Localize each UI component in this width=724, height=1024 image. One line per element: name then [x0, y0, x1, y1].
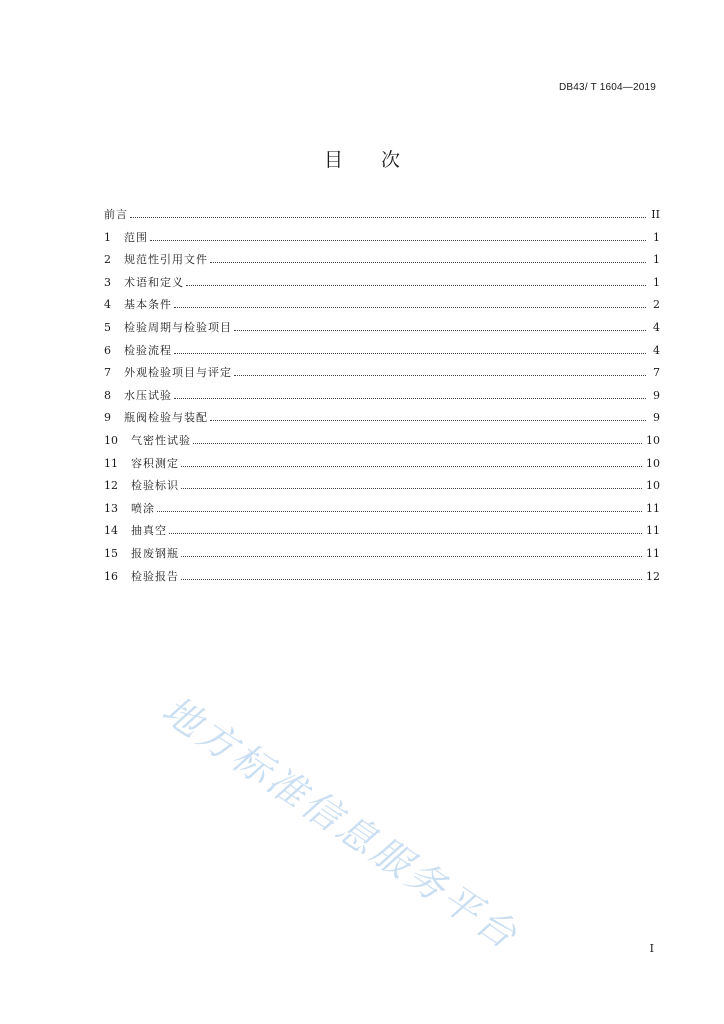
toc-entry[interactable] — [104, 251, 660, 274]
toc-entry-page: 11 — [646, 546, 660, 560]
toc-entry-number: 1 — [104, 230, 111, 244]
toc-entry-label: 抽真空 — [131, 524, 167, 538]
toc-entry[interactable] — [104, 387, 660, 410]
toc-entry-number: 8 — [104, 388, 111, 402]
toc-entry-number: 14 — [104, 524, 118, 538]
toc-entry-page: II — [651, 208, 660, 221]
toc-entry[interactable] — [104, 342, 660, 365]
toc-entry-page: 9 — [653, 388, 660, 402]
table-of-contents — [104, 206, 660, 590]
toc-entry-page: 11 — [646, 501, 660, 515]
toc-entry-number: 10 — [104, 433, 118, 447]
toc-entry-page: 12 — [646, 569, 660, 583]
toc-entry-page: 2 — [653, 298, 660, 312]
toc-entry-label: 瓶阀检验与装配 — [124, 411, 208, 425]
toc-leader-dots — [169, 533, 642, 534]
toc-entry-page: 1 — [653, 253, 660, 267]
toc-entry-label: 气密性试验 — [131, 433, 191, 447]
toc-entry-page: 11 — [646, 524, 660, 538]
toc-leader-dots — [234, 375, 646, 376]
toc-entry-label: 检验周期与检验项目 — [124, 320, 232, 334]
toc-entry-label: 基本条件 — [124, 298, 172, 312]
toc-leader-dots — [157, 511, 642, 512]
toc-entry-number: 4 — [104, 298, 111, 312]
toc-entry[interactable] — [104, 432, 660, 455]
toc-entry-number: 9 — [104, 411, 111, 425]
toc-leader-dots — [174, 353, 646, 354]
toc-entry[interactable] — [104, 500, 660, 523]
toc-entry-page: 10 — [646, 456, 660, 470]
toc-leader-dots — [174, 398, 646, 399]
toc-leader-dots — [150, 240, 646, 241]
toc-entry-label: 检验报告 — [131, 569, 179, 583]
toc-entry[interactable] — [104, 296, 660, 319]
toc-entry-page: 10 — [646, 479, 660, 493]
toc-leader-dots — [181, 556, 642, 557]
toc-leader-dots — [130, 217, 646, 218]
toc-entry-page: 4 — [653, 343, 660, 357]
toc-leader-dots — [174, 307, 646, 308]
toc-entry[interactable] — [104, 568, 660, 591]
toc-entry-label: 规范性引用文件 — [124, 253, 208, 267]
page-number: I — [649, 942, 654, 955]
toc-entry-label: 水压试验 — [124, 388, 172, 402]
toc-entry-label: 术语和定义 — [124, 275, 184, 289]
toc-entry-page: 7 — [653, 366, 660, 380]
toc-entry[interactable] — [104, 274, 660, 297]
toc-entry-label: 报废钢瓶 — [131, 546, 179, 560]
toc-entry[interactable] — [104, 545, 660, 568]
toc-entry-label: 喷涂 — [131, 501, 155, 515]
toc-entry-label: 检验流程 — [124, 343, 172, 357]
toc-leader-dots — [234, 330, 646, 331]
toc-entry-label: 前言 — [104, 208, 128, 221]
toc-leader-dots — [186, 285, 646, 286]
toc-entry-number: 3 — [104, 275, 111, 289]
toc-entry-number: 7 — [104, 366, 111, 380]
toc-entry-label: 外观检验项目与评定 — [124, 366, 232, 380]
toc-entry[interactable] — [104, 409, 660, 432]
toc-entry-page: 4 — [653, 320, 660, 334]
watermark-text: 地方标准信息服务平台 — [154, 687, 528, 959]
toc-entry-label: 检验标识 — [131, 479, 179, 493]
toc-entry[interactable] — [104, 364, 660, 387]
toc-entry[interactable] — [104, 455, 660, 478]
toc-entry-number: 12 — [104, 479, 118, 493]
toc-entry-label: 容积测定 — [131, 456, 179, 470]
toc-entry-page: 9 — [653, 411, 660, 425]
toc-leader-dots — [193, 443, 642, 444]
toc-leader-dots — [181, 488, 642, 489]
toc-entry-number: 6 — [104, 343, 111, 357]
toc-entry-page: 10 — [646, 433, 660, 447]
toc-leader-dots — [181, 579, 642, 580]
toc-entry-label: 范围 — [124, 230, 148, 244]
toc-entry[interactable] — [104, 477, 660, 500]
toc-entry-number: 15 — [104, 546, 118, 560]
toc-entry[interactable] — [104, 206, 660, 229]
toc-entry-number: 11 — [104, 456, 118, 470]
toc-entry[interactable] — [104, 319, 660, 342]
toc-leader-dots — [210, 262, 646, 263]
toc-leader-dots — [210, 420, 646, 421]
toc-entry[interactable] — [104, 522, 660, 545]
title-char-1: 目 — [323, 149, 343, 171]
toc-entry-number: 16 — [104, 569, 118, 583]
page-title — [0, 145, 724, 172]
toc-entry-page: 1 — [653, 275, 660, 289]
toc-entry[interactable] — [104, 229, 660, 252]
toc-leader-dots — [181, 466, 642, 467]
standard-code: DB43/ T 1604—2019 — [559, 82, 656, 93]
toc-entry-number: 13 — [104, 501, 118, 515]
toc-entry-number: 5 — [104, 320, 111, 334]
toc-entry-page: 1 — [653, 230, 660, 244]
title-char-2: 次 — [381, 149, 401, 171]
toc-entry-number: 2 — [104, 253, 111, 267]
